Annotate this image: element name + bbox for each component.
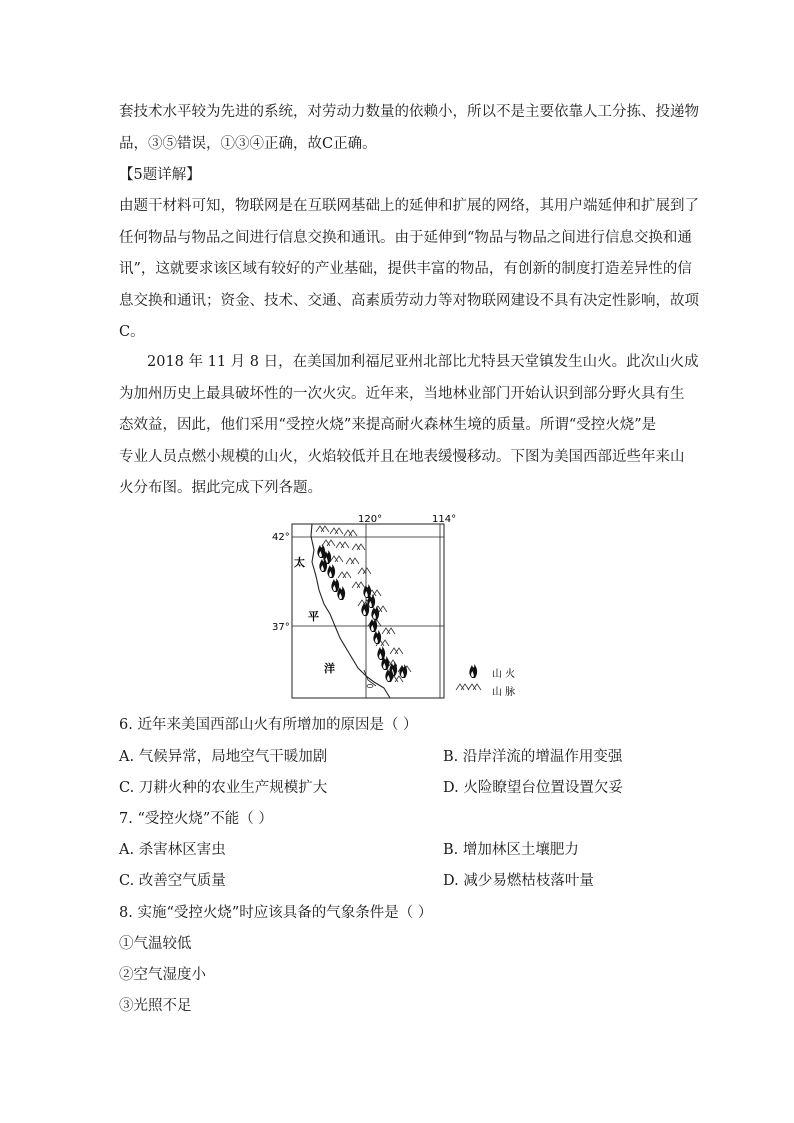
- lat-label-37: 37°: [272, 622, 290, 633]
- option-d: D. 火险瞭望台位置设置欠妥: [443, 780, 623, 796]
- statement-item: ②空气湿度小: [119, 967, 206, 983]
- lat-label-42: 42°: [272, 532, 290, 543]
- question-stem: 6. 近年来美国西部山火有所增加的原因是（ ）: [119, 717, 418, 733]
- statement-item: ①气温较低: [119, 936, 192, 952]
- material-line: 为加州历史上最具破坏性的一次火灾。近年来，当地林业部门开始认识到部分野火具有生: [119, 386, 685, 402]
- option-b: B. 增加林区土壤肥力: [443, 842, 579, 858]
- question-stem: 7. “受控火烧”不能（ ）: [119, 811, 273, 827]
- option-a: A. 气候异常，局地空气干暖加剧: [119, 749, 328, 765]
- option-b: B. 沿岸洋流的增温作用变强: [443, 749, 623, 765]
- material-line: 态效益，因此，他们采用“受控火烧”来提高耐火森林生境的质量。所谓“受控火烧”是: [119, 417, 657, 433]
- option-c: C. 刀耕火种的农业生产规模扩大: [119, 780, 328, 796]
- explanation-line: C。: [119, 324, 145, 340]
- ocean-label-char: 洋: [324, 662, 335, 675]
- explanation-line: 讯”，这就要求该区域有较好的产业基础，提供丰富的物品，有创新的制度打造差异性的信: [119, 261, 692, 277]
- statement-item: ③光照不足: [119, 998, 192, 1014]
- lon-label-114: 114°: [432, 514, 457, 525]
- question-stem: 8. 实施“受控火烧”时应该具备的气象条件是（ ）: [119, 905, 433, 921]
- legend-mountain-label: 山 脉: [492, 687, 516, 698]
- material-line: 专业人员点燃小规模的山火，火焰较低并且在地表缓慢移动。下图为美国西部近些年来山: [119, 449, 685, 465]
- fire-legend-icon: [469, 664, 477, 678]
- explanation-line: 息交换和通讯；资金、技术、交通、高素质劳动力等对物联网建设不具有决定性影响，故项: [119, 293, 699, 309]
- option-d: D. 减少易燃枯枝落叶量: [443, 873, 594, 889]
- ocean-label-char: 平: [308, 610, 319, 623]
- wildfire-distribution-map: [272, 510, 544, 702]
- explanation-line: 任何物品与物品之间进行信息交换和通讯。由于延伸到“物品与物品之间进行信息交换和通: [119, 230, 692, 246]
- mountain-legend-icon: [456, 684, 481, 690]
- explanation-line: 由题干材料可知，物联网是在互联网基础上的延伸和扩展的网络，其用户端延伸和扩展到了: [119, 198, 699, 214]
- legend-fire-label: 山 火: [492, 669, 516, 680]
- answer-text-line: 品，③⑤错误，①③④正确，故C正确。: [119, 136, 377, 152]
- answer-text-line: 套技术水平较为先进的系统，对劳动力数量的依赖小，所以不是主要依靠人工分拣、投递物: [119, 104, 699, 120]
- option-a: A. 杀害林区害虫: [119, 842, 226, 858]
- lon-label-120: 120°: [358, 514, 383, 525]
- material-line: 2018 年 11 月 8 日，在美国加利福尼亚州北部比尤特县天堂镇发生山火。此次山火成: [147, 354, 699, 370]
- section-heading: 【5题详解】: [119, 167, 201, 183]
- ocean-label-char: 太: [294, 556, 305, 569]
- option-c: C. 改善空气质量: [119, 873, 226, 889]
- material-line: 火分布图。据此完成下列各题。: [119, 480, 322, 496]
